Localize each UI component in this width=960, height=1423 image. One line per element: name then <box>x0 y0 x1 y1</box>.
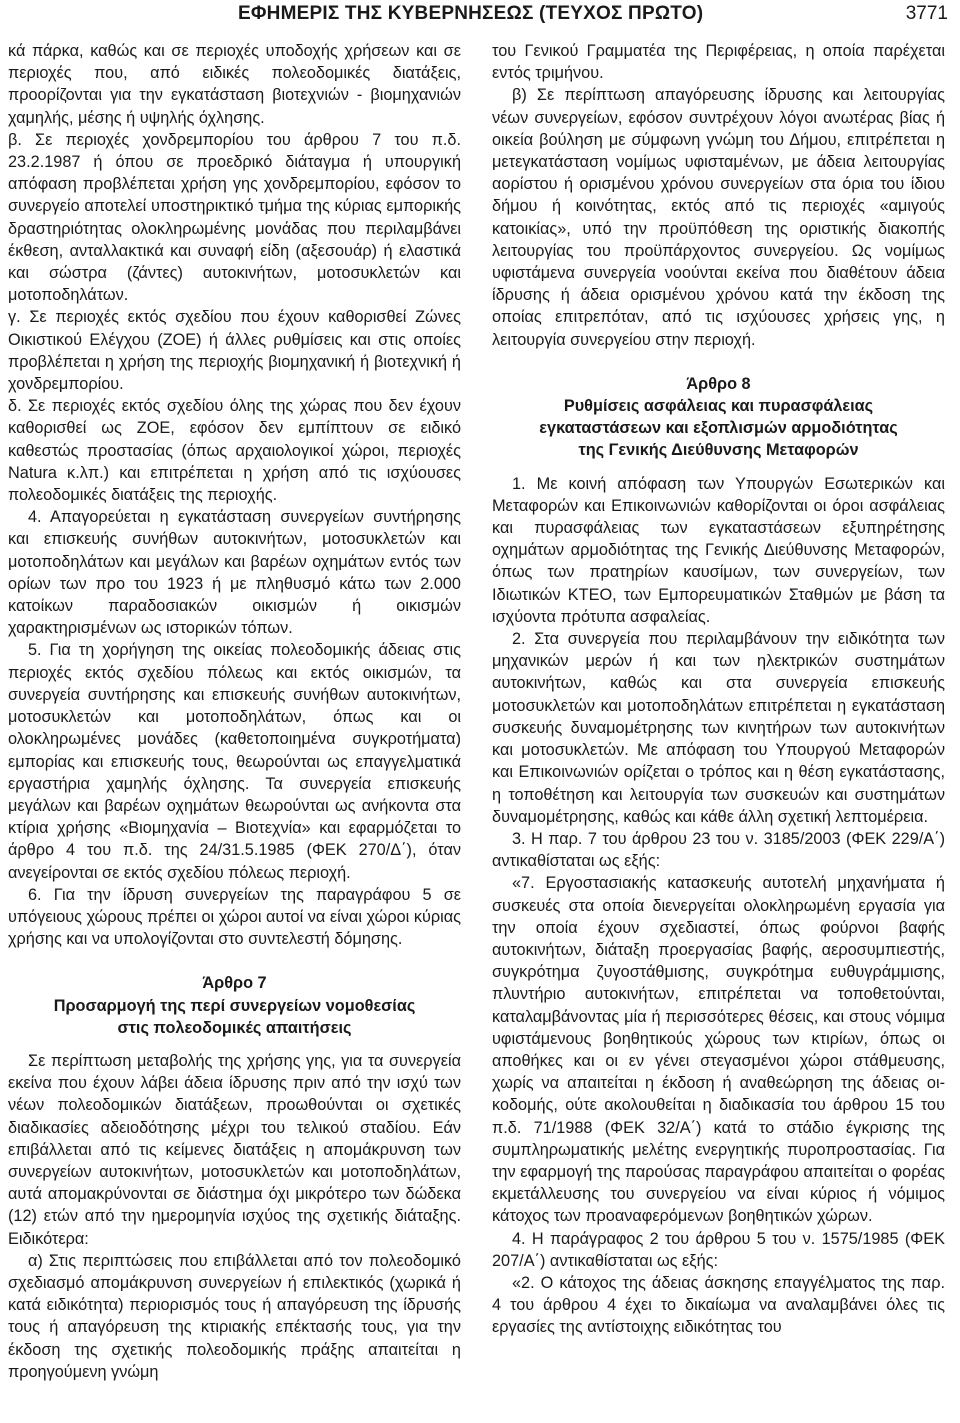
paragraph-continuation-right: του Γενικού Γραμματέα της Περιφέρειας, η οποία παρέχεται εντός τριμήνου. <box>492 42 945 83</box>
article-7-title-line-1: Προσαρμογή της περί συνεργείων νομοθεσίας <box>53 996 416 1015</box>
article-8-paragraph-4: 4. Η παράγραφος 2 του άρθρου 5 του ν. 1575/1985 (ΦΕΚ 207/Α΄) αντικαθίσταται ως εξής: <box>492 1229 945 1270</box>
article-8-paragraph-2: 2. Στα συνεργεία που περιλαμβάνουν την ειδικότητα των μηχανικών μερών ή και των ηλεκτρικών συστημάτων αυτοκινήτων, καθώς και στα συνεργεία επισκευής μοτοσυκλετών και μοτοποδηλάτων επιτρέπεται η εγκατάσταση συσκευής δυναμομέτρησης των κινητήρων των αυτοκινήτων και μοτοσυκλετών. Με απόφαση του Υπουργού Μεταφορών και Επικοινωνιών ορίζεται ο τρόπος και η θέση εγκατάστασης, η τοποθέτηση και λειτουργία των συσκευών και συστημάτων δυναμομέτρησης, καθώς και κάθε άλλη σχετική λεπτομέρεια. <box>492 630 945 826</box>
paragraph-c: γ. Σε περιοχές εκτός σχεδίου που έχουν καθορισθεί Ζώνες Οικιστικού Ελέγχου (ΖΟΕ) ή άλλες ρυθμίσεις και στις οποίες προβλέπεται η χρήση της περιοχής βιομηχανική ή βιοτεχνική ή χονδρεμπορίου. <box>8 308 461 394</box>
paragraph-b-right: β) Σε περίπτωση απαγόρευσης ίδρυσης και λειτουργίας νέων συνεργείων, εφόσον συντρέχουν λόγοι ανωτέρας βίας ή οικεία βούληση με σύμφωνη γνώμη του Δήμου, επιτρέπεται η μετεγκατάσταση νομίμως υφισταμένων, με άδεια λειτουργίας αορίστου ή ορισμένου χρόνου συνεργείων στα όρια του ίδιου δήμου ή κοινότητας, εκτός από τις περιοχές «αμιγούς κατοικίας», υπό την προϋπόθεση της οριστικής διακοπής λειτουργίας του προϋπάρχοντος συνεργείου. Ως νομίμως υφιστάμενα συνεργεία νοούνται εκείνα που διαθέτουν άδεια ίδρυσης ή άδεια ορισμένου χρόνου κατά την έκδοση της οποίας επιτρεπόταν, από τις ισχύουσες χρήσεις γης, η λειτουργία συνεργείου στην περιοχή. <box>492 86 945 349</box>
article-8-paragraph-3: 3. Η παρ. 7 του άρθρου 23 του ν. 3185/2003 (ΦΕΚ 229/Α΄) αντικαθίσταται ως εξής: <box>492 829 945 871</box>
paragraph-b: β. Σε περιοχές χονδρεμπορίου του άρθρου 7 του π.δ. 23.2.1987 ή όπου σε προεδρικό διάταγμα ή υπουργική απόφαση προβλέπεται χρήση γης χονδρεμπορίου, εφόσον το συνεργείο αποτελεί υποστηρικτικό τμήμα της κύριας εμπορικής δραστηριότητας ολοκληρωμένης μονάδας που περιλαμβάνει έκθεση, ανταλλακτικά και συναφή είδη (αξεσουάρ) ή ελαστικά και σώστρα (ζάντες) αυτοκινήτων, μοτοσυκλετών και μοτοποδηλάτων. <box>8 130 461 305</box>
article-8-title-line-1: Ρυθμίσεις ασφάλειας και πυρασφάλειας <box>563 397 874 416</box>
article-7-title-line-2: στις πολεοδομικές απαιτήσεις <box>117 1018 352 1037</box>
article-8-title-line-3: της Γενικής Διεύθυνσης Μεταφορών <box>578 441 859 460</box>
page-header <box>0 0 960 36</box>
left-column <box>8 40 461 1383</box>
article-8-paragraph-2-quote: «2. Ο κάτοχος της άδειας άσκησης επαγγέλματος της παρ. 4 του άρθρου 4 έχει το δικαίωμα να αναλαμβάνει όλες τις εργασίες της αντίστοιχης ειδικότητας του <box>492 1273 945 1337</box>
article-7-paragraph-1: Σε περίπτωση μεταβολής της χρήσης γης, για τα συνεργεία εκείνα που έχουν λάβει άδεια ίδρυσης πριν από την ισχύ των νέων πολεοδομικών διατάξεων, προωθούνται οι σχετικές διαδικασίες αδειοδότησης μέχρι του τελικού σταδίου. Εάν επιβάλλεται από τις κείμενες διατάξεις η απομάκρυνση των συνεργείων αυτοκινήτων, μοτοσυκλετών και μοτοποδηλάτων, αυτά απομακρύνονται σε διάστημα όχι μικρότερο των δώδεκα (12) ετών από την ημερομηνία ισχύος της σχετικής διάταξης. Ειδικότερα: <box>8 1051 461 1248</box>
gazette-title: ΕΦΗΜΕΡΙΣ ΤΗΣ ΚΥΒΕΡΝΗΣΕΩΣ (ΤΕΥΧΟΣ ΠΡΩΤΟ) <box>238 3 704 24</box>
paragraph-d: δ. Σε περιοχές εκτός σχεδίου όλης της χώρας που δεν έχουν καθορισθεί ως ΖΟΕ, εφόσον δεν εμπίπτουν σε ειδικό καθεστώς προστασίας (όπως αρχαιολογικοί χώροι, περιοχές Natura κ.λπ.) και επιτρέπεται η χρήση από τις ισχύουσες πολεοδομικές διατάξεις της περιοχής. <box>8 397 461 505</box>
paragraph-6: 6. Για την ίδρυση συνεργείων της παραγράφου 5 σε υπόγειους χώρους πρέπει οι χώροι αυτοί να είναι χώροι κύριας χρήσης και να υπολογίζονται στο συντελεστή δόμησης. <box>8 885 461 949</box>
page-number: 3771 <box>905 3 948 24</box>
right-column <box>492 40 945 1339</box>
article-8-paragraph-7-quote: «7. Εργοστασιακής κατασκευής αυτοτελή μηχανήματα ή συσκευές στα οποία διενεργείται ολοκληρωμένη εργασία για την οποία έχουν σχεδιαστεί, όπως φούρνοι βαφής αυτοκινήτων, διάταξη προεργασίας βαφής, αεροσυμπιεστής, συγκρότημα ζυγοστάθμισης, συγκρότημα ευθυγράμμισης, πλυντήριο αυτοκινήτων, επιτρέπεται να τοποθετούνται, καταλαμβάνοντας μία ή περισσότερες θέσεις, και στους νόμιμα υφιστάμενους βοηθητικούς χώρους των κτιρίων, όπως οι αποθήκες και οι εν γένει στεγασμένοι χώροι στάθμευσης, χωρίς να απαιτείται η έκδοση ή αναθεώρηση της άδειας οικοδομής, ούτε ακολουθείται η διαδικασία του άρθρου 15 του π.δ. 71/1988 (ΦΕΚ 32/Α΄) κατά το στάδιο έγκρισης της συμπληρωματικής μελέτης ενεργητικής πυροπροστασίας. Για την εφαρμογή της παρούσας παραγράφου απαιτείται ο φορέας εκμετάλλευσης του συνεργείου να είναι κύριος ή νόμιμος κάτοχος των προαναφερόμενων βοηθητικών χώρων. <box>492 874 945 1226</box>
article-8-title-line-2: εγκαταστάσεων και εξοπλισμών αρμοδιότητας <box>539 419 898 438</box>
paragraph-5: 5. Για τη χορήγηση της οικείας πολεοδομικής άδειας στις περιοχές εκτός σχεδίου πόλεως και εκτός οικισμών, τα συνεργεία συντήρησης και επισκευής συνήθων αυτοκινήτων, μοτοσυκλετών και μοτοποδηλάτων, όπως και οι ολοκληρωμένες μονάδες (καθετοποιημένα συγκροτήματα) εμπορίας και επισκευής τους, θεωρούνται ως επαγγελματικά εργαστήρια χαμηλής όχλησης. Τα συνεργεία επισκευής μεγάλων και βαρέων οχημάτων θεωρούνται ως ανήκοντα στα κτίρια χρήσης «Βιομηχανία – Βιοτεχνία» και εφαρμόζεται το άρθρο 4 του π.δ. της 24/31.5.1985 (ΦΕΚ 270/Δ΄), όταν ανεγείρονται σε εκτός σχεδίου πόλεως περιοχή. <box>8 641 461 882</box>
paragraph-continuation: κά πάρκα, καθώς και σε περιοχές υποδοχής χρήσεων και σε περιοχές που, από ειδικές πολεοδομικές διατάξεις, προορίζονται για την εγκατάσταση βιοτεχνιών - βιομηχανιών χαμηλής, μέσης ή υψηλής όχλησης. <box>8 42 461 127</box>
article-7-paragraph-a: α) Στις περιπτώσεις που επιβάλλεται από τον πολεοδομικό σχεδιασμό απομάκρυνση συνεργείων ή επιλεκτικός (χωρικά ή κατά ειδικότητα) περιορισμός τους ή απαγόρευση της ίδρυσής τους ή απαγόρευση της κτιριακής επέκτασής τους, για την έκδοση της σχετικής πολεοδομικής πράξης απαιτείται η προηγούμενη γνώμη <box>8 1251 461 1381</box>
article-8-heading: Άρθρο 8 <box>686 374 751 393</box>
paragraph-4: 4. Απαγορεύεται η εγκατάσταση συνεργείων συντήρησης και επισκευής συνήθων αυτοκινήτων, μοτοσυκλετών και μοτοποδηλάτων και μεγάλων και βαρέων οχημάτων εντός των ορίων των προ του 1923 ή με πληθυσμό κάτω των 2.000 κατοίκων παραδοσιακών οικισμών ή οικισμών χαρακτηρισμένων ως ιστορικών τόπων. <box>8 508 461 638</box>
article-8-paragraph-1: 1. Με κοινή απόφαση των Υπουργών Εσωτερικών και Μεταφορών και Επικοινωνιών καθορίζονται οι όροι ασφάλειας και πυρασφάλειας των εγκαταστάσεων εξυπηρέτησης οχημάτων αρμοδιότητας της Γενικής Διεύθυνσης Μεταφορών, όπως των πρατηρίων καυσίμων, των συνεργείων, των Ιδιωτικών ΚΤΕΟ, των Εμπορευματικών Σταθμών με βάση τα ισχύοντα πρότυπα ασφαλείας. <box>492 474 945 626</box>
article-7-heading: Άρθρο 7 <box>202 974 267 993</box>
